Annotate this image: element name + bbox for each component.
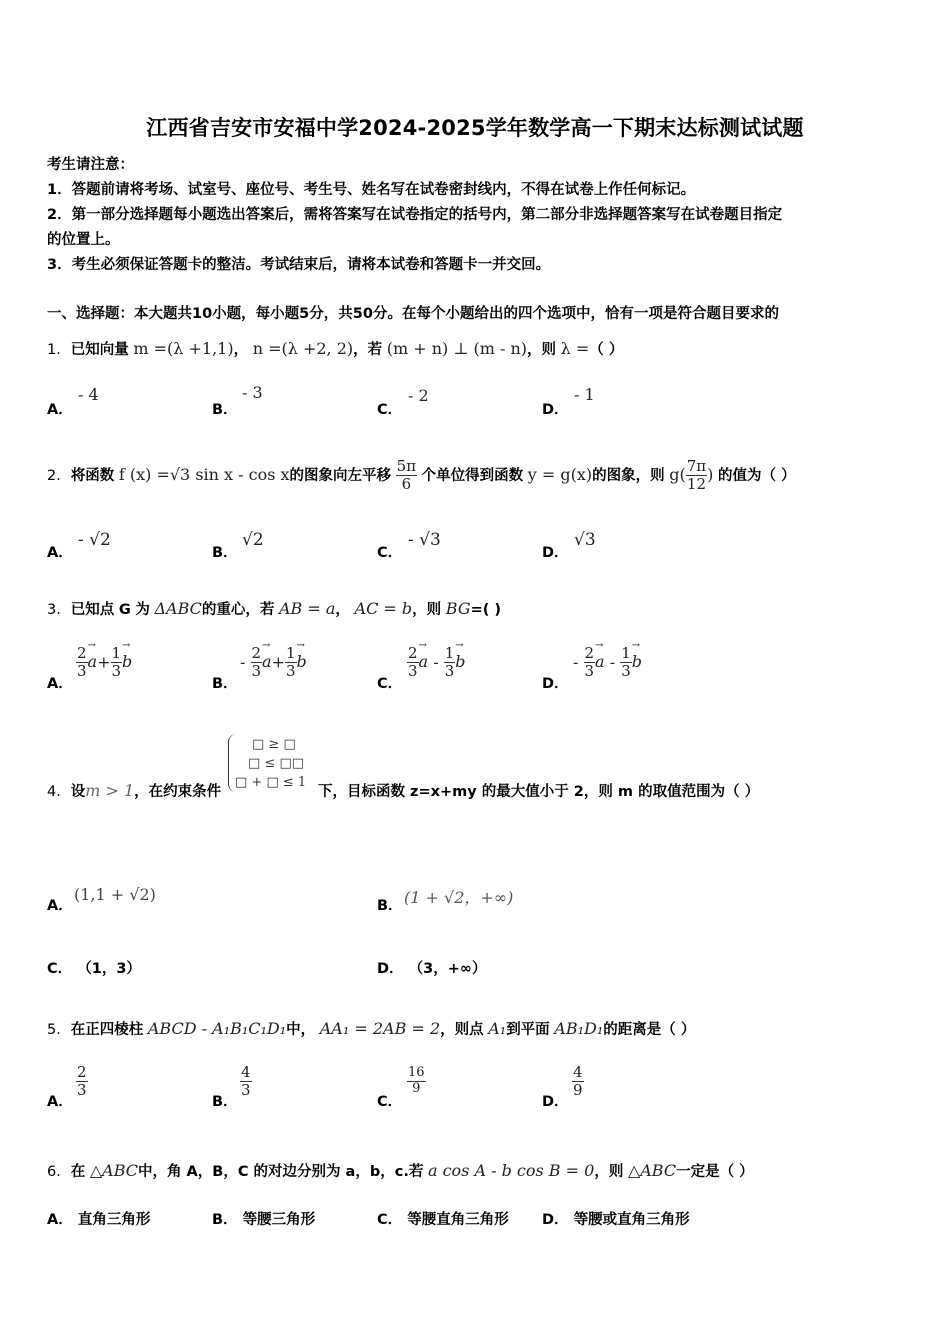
fraction xyxy=(444,645,456,681)
vector-a: → a xyxy=(262,652,272,671)
q2-option-c[interactable] xyxy=(377,541,402,562)
q6-option-b[interactable] xyxy=(212,1208,315,1229)
q1-sep: ， xyxy=(233,342,249,358)
q3-text-4: ，则 xyxy=(412,602,442,618)
question-number: 5． xyxy=(47,1022,71,1038)
vector-b: → b xyxy=(122,652,132,671)
operator: - xyxy=(433,652,439,672)
q2-text-4: 的图象，则 xyxy=(592,467,665,484)
fraction-numerator: 1 xyxy=(286,644,296,662)
q2-option-a[interactable] xyxy=(47,541,73,562)
q5-option-a[interactable] xyxy=(47,1090,73,1111)
question-number: 3． xyxy=(47,602,71,618)
q4-option-b[interactable] xyxy=(377,894,403,915)
vector-a: → a xyxy=(419,652,429,671)
fraction-denominator: 3 xyxy=(444,662,455,681)
question-number: 1． xyxy=(47,342,71,358)
fraction-numerator: 2 xyxy=(251,644,262,662)
vector-b: → b xyxy=(455,652,465,671)
q4-option-c[interactable] xyxy=(47,957,141,978)
fraction-denominator: 3 xyxy=(408,662,418,681)
q5-option-b-value xyxy=(240,1064,252,1100)
fraction-numerator: 4 xyxy=(573,1063,583,1081)
q4-option-a-value: (1,1 + √2) xyxy=(74,885,156,904)
q2-option-d-value: √3 xyxy=(574,530,596,550)
q6-text-3: ，则 xyxy=(594,1164,624,1180)
question-number: 6． xyxy=(47,1164,71,1180)
function-g: y = g(x) xyxy=(527,464,593,484)
fraction xyxy=(572,1064,584,1100)
q6-answer-blank: 一定是（ ） xyxy=(676,1164,754,1180)
q4-option-b-value: (1 + √2，+∞) xyxy=(404,888,514,907)
q2-text-1: 将函数 xyxy=(70,467,115,484)
fraction-denominator: 3 xyxy=(286,662,296,681)
q5-option-a-value xyxy=(76,1064,88,1100)
fraction-denominator: 9 xyxy=(412,1080,421,1096)
q1-option-d-value: - 1 xyxy=(574,385,595,404)
option-value: （1，3） xyxy=(77,961,141,977)
vector-b: → b xyxy=(297,652,307,671)
triangle-abc: △ABC xyxy=(627,1161,677,1180)
q4-text-2: ，在约束条件 xyxy=(134,784,222,800)
constraint-2: □ ≤ □□ xyxy=(248,756,305,771)
q3-option-a-value xyxy=(76,645,132,681)
fraction-numerator: 2 xyxy=(584,644,595,662)
option-label: A． xyxy=(47,1212,73,1228)
q6-text-2: 中，角 A，B，C 的对边分别为 a，b，c.若 xyxy=(138,1164,424,1180)
q1-text-3: ，则 xyxy=(527,342,557,358)
fraction-denominator: 3 xyxy=(251,662,262,681)
notice-item-2: 2．第一部分选择题每小题选出答案后，需将答案写在试卷指定的括号内，第二部分非选择题答案写在试卷题目指定 xyxy=(47,207,783,223)
q3-text-1: 已知点 xyxy=(70,602,115,618)
option-label: B． xyxy=(212,402,238,418)
plane-ab1d1: AB₁D₁ xyxy=(554,1019,604,1038)
q1-answer-blank: （ ） xyxy=(589,342,624,358)
option-label: D． xyxy=(542,1094,569,1110)
option-label: A． xyxy=(47,402,73,418)
option-label: B． xyxy=(212,1094,238,1110)
option-value: （3，+∞） xyxy=(408,961,487,977)
perp-condition: (m + n) ⊥ (m - n) xyxy=(386,339,528,358)
fraction xyxy=(76,1064,88,1100)
option-label: B． xyxy=(377,898,403,914)
q4-text-3: 下，目标函数 z=x+my 的最大值小于 2，则 m 的取值范围为（ ） xyxy=(318,784,760,800)
q5-answer-blank: 的距离是（ ） xyxy=(603,1022,696,1038)
q5-text-4: 到平面 xyxy=(506,1022,550,1038)
notice-item-1: 1．答题前请将考场、试室号、座位号、考生号、姓名写在试卷密封线内，不得在试卷上作任何标记。 xyxy=(47,182,696,198)
fraction-denominator: 12 xyxy=(686,475,706,494)
question-number: 2． xyxy=(47,467,71,484)
option-label: C． xyxy=(377,1212,403,1228)
q1-text-2: ，若 xyxy=(353,342,383,358)
option-label: A． xyxy=(47,545,73,561)
option-label: D． xyxy=(542,676,569,692)
q3-option-d[interactable] xyxy=(542,672,569,693)
q6-option-a[interactable] xyxy=(47,1208,150,1229)
q1-option-c-value: - 2 xyxy=(408,386,429,405)
vector-ab: AB = a xyxy=(278,599,336,618)
question-number: 4． xyxy=(47,784,71,800)
fraction xyxy=(407,1066,426,1097)
option-label: A． xyxy=(47,1094,73,1110)
option-value: 等腰或直角三角形 xyxy=(573,1212,690,1228)
option-label: A． xyxy=(47,676,73,692)
q6-option-c[interactable] xyxy=(377,1208,509,1229)
sign: - xyxy=(573,652,579,672)
g-right: ) xyxy=(707,464,714,484)
q2-text-2: 的图象向左平移 xyxy=(289,467,392,484)
fraction-denominator: 3 xyxy=(241,1081,251,1100)
option-label: C． xyxy=(377,402,403,418)
fraction xyxy=(584,645,596,681)
q5-option-d-value xyxy=(572,1064,584,1100)
option-label: D． xyxy=(377,961,404,977)
fraction-denominator: 3 xyxy=(77,662,87,681)
fraction-denominator: 3 xyxy=(77,1081,87,1100)
vector-ac: AC = b xyxy=(354,599,413,618)
vector-b: → b xyxy=(632,652,642,671)
option-label: C． xyxy=(377,676,403,692)
fraction-numerator: 1 xyxy=(444,644,455,662)
q1-option-b-value: - 3 xyxy=(242,383,263,402)
arg-fraction xyxy=(686,458,707,494)
fraction xyxy=(111,645,123,681)
fraction xyxy=(251,645,263,681)
fraction-denominator: 3 xyxy=(584,662,595,681)
q3-sep: ， xyxy=(335,602,350,618)
cos-condition: a cos A - b cos B = 0 xyxy=(427,1161,595,1180)
question-6 xyxy=(47,1160,754,1181)
question-5 xyxy=(47,1018,695,1039)
question-2 xyxy=(47,458,796,494)
fraction-numerator: 1 xyxy=(621,644,631,662)
option-value: 等腰三角形 xyxy=(242,1212,316,1228)
section-heading: 一、选择题：本大题共10小题，每小题5分，共50分。在每个小题给出的四个选项中，恰有一项是符合题目要求的 xyxy=(47,306,779,322)
q3-option-b-value xyxy=(240,645,307,681)
fraction xyxy=(240,1064,252,1100)
fraction-denominator: 3 xyxy=(621,662,631,681)
point-a1: A₁ xyxy=(488,1019,507,1038)
q5-option-c[interactable] xyxy=(377,1090,402,1111)
sign: - xyxy=(240,652,246,672)
fraction xyxy=(407,645,419,681)
fraction-numerator: 2 xyxy=(408,644,418,662)
triangle-abc: ΔABC xyxy=(154,599,202,618)
vector-m: m =(λ +1,1) xyxy=(133,339,234,358)
q3-option-d-value xyxy=(573,645,642,681)
q2-option-a-value: - √2 xyxy=(78,530,111,550)
q5-option-b[interactable] xyxy=(212,1090,238,1111)
q6-option-d[interactable] xyxy=(542,1208,690,1229)
option-label: A． xyxy=(47,898,73,914)
q2-option-b[interactable] xyxy=(212,541,238,562)
option-label: C． xyxy=(377,545,403,561)
question-1 xyxy=(47,338,623,359)
q2-option-c-value: - √3 xyxy=(408,530,441,550)
constraint-1: □ ≥ □ xyxy=(252,737,296,752)
fraction-numerator: 2 xyxy=(77,1063,87,1081)
shift-fraction xyxy=(396,458,417,494)
fraction-numerator: 2 xyxy=(77,644,87,662)
fraction-denominator: 9 xyxy=(573,1081,583,1100)
page-title: 江西省吉安市安福中学2024-2025学年数学高一下期末达标测试试题 xyxy=(146,116,804,140)
q3-text-3: 的重心，若 xyxy=(201,602,275,618)
q4-option-d[interactable] xyxy=(377,957,486,978)
q4-text-1: 设 xyxy=(70,784,86,800)
q4-option-a[interactable] xyxy=(47,894,73,915)
operator: + xyxy=(271,652,285,672)
q3-text-2: 为 xyxy=(135,602,150,618)
q3-option-c-value xyxy=(407,645,465,681)
q5-option-c-value xyxy=(407,1066,426,1097)
fraction-numerator: 4 xyxy=(241,1063,251,1081)
q2-text-3: 个单位得到函数 xyxy=(421,467,524,484)
q1-option-b[interactable] xyxy=(212,398,238,419)
q2-option-b-value: √2 xyxy=(242,530,264,550)
q6-text-1: 在 xyxy=(70,1164,86,1180)
option-label: B． xyxy=(212,676,238,692)
option-label: C． xyxy=(47,961,73,977)
option-label: D． xyxy=(542,1212,569,1228)
option-label: D． xyxy=(542,545,569,561)
option-label: D． xyxy=(542,402,569,418)
question-4 xyxy=(47,780,221,801)
constraint-3: □ + □ ≤ 1 xyxy=(235,775,307,790)
fraction-numerator: 7π xyxy=(686,457,707,475)
notice-item-3: 3．考生必须保证答题卡的整洁。考试结束后，请将本试卷和答题卡一并交回。 xyxy=(47,257,551,273)
fraction-denominator: 3 xyxy=(111,662,122,681)
q2-text-5: 的值为（ ） xyxy=(718,467,796,484)
q5-text-1: 在正四棱柱 xyxy=(70,1022,144,1038)
q5-text-3: ，则点 xyxy=(440,1022,484,1038)
option-label: C． xyxy=(377,1094,403,1110)
vector-bg: BG xyxy=(445,599,471,618)
notice-heading: 考生请注意： xyxy=(47,157,134,173)
vector-a: → a xyxy=(88,652,98,671)
question-3 xyxy=(47,598,501,619)
q1-option-a[interactable] xyxy=(47,398,73,419)
q3-answer-blank: =( ) xyxy=(470,602,502,618)
fraction-numerator: 16 xyxy=(408,1065,425,1080)
fraction-denominator: 6 xyxy=(401,475,412,494)
option-label: B． xyxy=(212,1212,238,1228)
fraction xyxy=(620,645,632,681)
q1-text-1: 已知向量 xyxy=(70,342,129,358)
vector-a: → a xyxy=(595,652,605,671)
q5-text-2: 中， xyxy=(286,1022,316,1038)
q2-option-d[interactable] xyxy=(542,541,569,562)
q1-option-c[interactable] xyxy=(377,398,402,419)
function-f: f (x) =√3 sin x - cos x xyxy=(118,464,290,484)
q5-option-d[interactable] xyxy=(542,1090,569,1111)
lambda: λ = xyxy=(560,339,590,358)
q3-option-c[interactable] xyxy=(377,672,402,693)
edge-condition: AA₁ = 2AB = 2 xyxy=(319,1019,441,1038)
fraction-numerator: 5π xyxy=(396,457,417,475)
vector-n: n =(λ +2, 2) xyxy=(252,339,354,358)
point-g: G xyxy=(118,602,131,618)
prism: ABCD - A₁B₁C₁D₁ xyxy=(147,1019,287,1038)
m-condition: m > 1 xyxy=(85,781,135,800)
q1-option-a-value: - 4 xyxy=(78,385,99,404)
option-label: B． xyxy=(212,545,238,561)
fraction-numerator: 1 xyxy=(111,644,122,662)
fraction xyxy=(76,645,88,681)
q3-option-a[interactable] xyxy=(47,672,73,693)
g-left: g( xyxy=(669,464,686,484)
operator: - xyxy=(609,652,616,672)
operator: + xyxy=(97,652,111,672)
q1-option-d[interactable] xyxy=(542,398,569,419)
fraction xyxy=(285,645,297,681)
notice-item-2-cont: 的位置上。 xyxy=(47,232,120,248)
option-value: 等腰直角三角形 xyxy=(407,1212,509,1228)
triangle-abc: △ABC xyxy=(89,1161,138,1180)
question-4-rest xyxy=(318,780,759,801)
q3-option-b[interactable] xyxy=(212,672,238,693)
option-value: 直角三角形 xyxy=(77,1212,151,1228)
